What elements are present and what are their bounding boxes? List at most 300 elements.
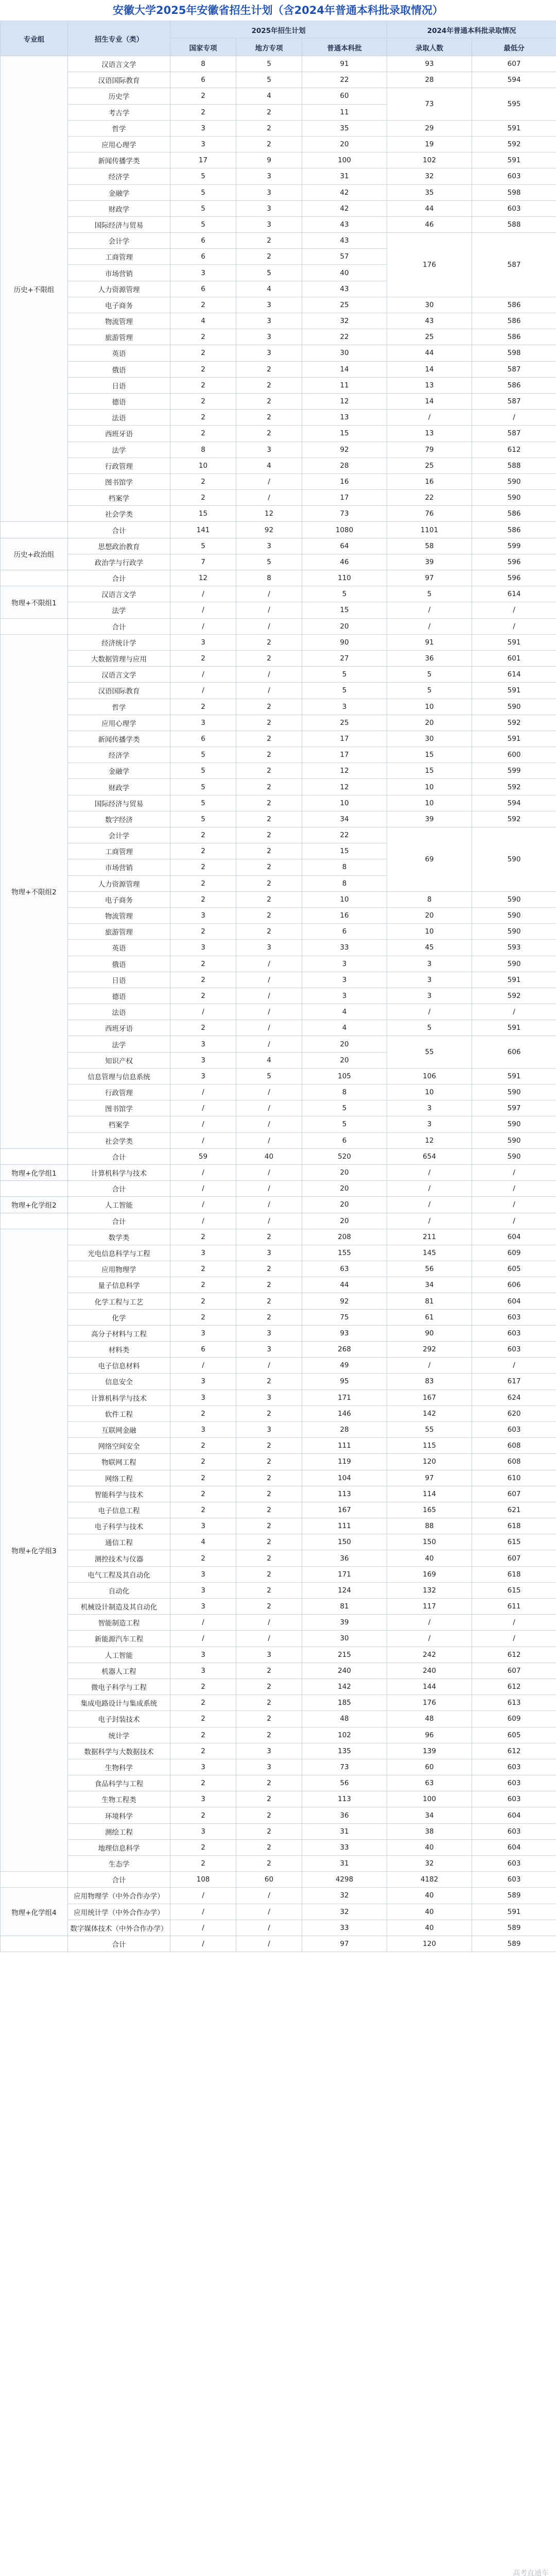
major-name: 金融学	[68, 184, 170, 200]
table-row	[1, 1277, 556, 1293]
total-minscore: 589	[472, 1936, 556, 1952]
table-row	[1, 490, 556, 506]
table-row	[1, 329, 556, 345]
min-score: 592	[472, 136, 556, 152]
min-score: 591	[472, 120, 556, 136]
local-quota: 2	[236, 1791, 302, 1807]
local-quota: 3	[236, 1342, 302, 1358]
min-score: 591	[472, 1904, 556, 1920]
major-name: 生物科学	[68, 1759, 170, 1775]
total-label: 合计	[68, 1148, 170, 1164]
page-title: 安徽大学2025年安徽省招生计划（含2024年普通本科批录取情况）	[113, 4, 443, 16]
min-score: 593	[472, 940, 556, 956]
regular-quota: 155	[302, 1245, 387, 1261]
national-quota: 4	[170, 1534, 236, 1550]
regular-quota: 33	[302, 1920, 387, 1936]
national-quota: 2	[170, 1405, 236, 1421]
national-quota: 2	[170, 988, 236, 1004]
national-quota: 2	[170, 1502, 236, 1518]
regular-quota: 33	[302, 1839, 387, 1855]
major-name: 机器人工程	[68, 1663, 170, 1679]
national-quota: /	[170, 1132, 236, 1148]
local-quota: 5	[236, 1068, 302, 1084]
national-quota: 5	[170, 184, 236, 200]
table-row	[1, 1615, 556, 1631]
regular-quota: 91	[302, 56, 387, 72]
national-quota: 3	[170, 1421, 236, 1437]
admitted-count: 13	[387, 426, 472, 442]
min-score: 607	[472, 56, 556, 72]
local-quota: 3	[236, 216, 302, 232]
total-minscore: 590	[472, 1148, 556, 1164]
table-row	[1, 683, 556, 699]
admitted-count: 150	[387, 1534, 472, 1550]
admitted-count: 14	[387, 361, 472, 377]
national-quota: /	[170, 1197, 236, 1213]
table-row	[1, 457, 556, 473]
major-name: 通信工程	[68, 1534, 170, 1550]
admitted-count: 139	[387, 1743, 472, 1759]
table-row	[1, 763, 556, 779]
national-quota: 2	[170, 1856, 236, 1872]
regular-quota: 3	[302, 972, 387, 988]
local-quota: 2	[236, 1566, 302, 1582]
min-score: 612	[472, 1647, 556, 1663]
national-quota: 2	[170, 1807, 236, 1823]
table-row	[1, 891, 556, 907]
local-quota: /	[236, 972, 302, 988]
local-quota: 2	[236, 1486, 302, 1502]
min-score: 586	[472, 377, 556, 393]
table-row	[1, 1197, 556, 1213]
table-row	[1, 1711, 556, 1727]
total-regular: 110	[302, 570, 387, 586]
regular-quota: 30	[302, 345, 387, 361]
admitted-count: 3	[387, 988, 472, 1004]
table-row	[1, 1486, 556, 1502]
admitted-count: 40	[387, 1888, 472, 1904]
min-score: 603	[472, 1775, 556, 1791]
major-name: 大数据管理与应用	[68, 650, 170, 666]
major-name: 应用物理学	[68, 1261, 170, 1277]
min-score: 615	[472, 1534, 556, 1550]
major-name: 应用统计学（中外合作办学）	[68, 1904, 170, 1920]
regular-quota: 34	[302, 811, 387, 827]
national-quota: 10	[170, 457, 236, 473]
table-row	[1, 811, 556, 827]
table-row	[1, 1695, 556, 1711]
min-score: 590	[472, 907, 556, 923]
total-spacer	[1, 1936, 68, 1952]
min-score: 590	[472, 1132, 556, 1148]
major-name: 智能制造工程	[68, 1615, 170, 1631]
national-quota: 2	[170, 859, 236, 875]
local-quota: 2	[236, 1502, 302, 1518]
national-quota: 2	[170, 1309, 236, 1325]
admitted-count: 90	[387, 1325, 472, 1341]
header-major: 招生专业（类）	[68, 21, 170, 56]
major-name: 法学	[68, 602, 170, 618]
regular-quota: 240	[302, 1663, 387, 1679]
admitted-count: 25	[387, 457, 472, 473]
local-quota: 2	[236, 827, 302, 843]
regular-quota: 64	[302, 538, 387, 554]
local-quota: /	[236, 1164, 302, 1180]
table-row	[1, 634, 556, 650]
national-quota: /	[170, 667, 236, 683]
national-quota: 2	[170, 875, 236, 891]
national-quota: 3	[170, 1582, 236, 1598]
min-score: 618	[472, 1518, 556, 1534]
major-name: 测绘工程	[68, 1823, 170, 1839]
admitted-count: 142	[387, 1405, 472, 1421]
local-quota: 3	[236, 940, 302, 956]
local-quota: 2	[236, 1293, 302, 1309]
national-quota: 3	[170, 907, 236, 923]
major-name: 汉语国际教育	[68, 72, 170, 88]
local-quota: 3	[236, 1743, 302, 1759]
regular-quota: 171	[302, 1566, 387, 1582]
admitted-count: 43	[387, 313, 472, 329]
major-name: 地理信息科学	[68, 1839, 170, 1855]
major-name: 光电信息科学与工程	[68, 1245, 170, 1261]
regular-quota: 10	[302, 891, 387, 907]
national-quota: 2	[170, 1454, 236, 1470]
major-name: 行政管理	[68, 1084, 170, 1100]
min-score: 589	[472, 1888, 556, 1904]
national-quota: 3	[170, 1791, 236, 1807]
regular-quota: 81	[302, 1599, 387, 1615]
regular-quota: 111	[302, 1518, 387, 1534]
table-row	[1, 1309, 556, 1325]
min-score: 603	[472, 1309, 556, 1325]
header-admit2024: 2024年普通本科批录取情况	[387, 21, 556, 39]
national-quota: /	[170, 1358, 236, 1374]
local-quota: /	[236, 1036, 302, 1052]
regular-quota: 20	[302, 136, 387, 152]
admitted-count: 39	[387, 554, 472, 570]
national-quota: /	[170, 1615, 236, 1631]
national-quota: 2	[170, 1711, 236, 1727]
national-quota: 2	[170, 891, 236, 907]
table-body	[1, 56, 556, 1952]
national-quota: 2	[170, 393, 236, 409]
major-name: 旅游管理	[68, 924, 170, 940]
local-quota: 3	[236, 200, 302, 216]
national-quota: 2	[170, 1695, 236, 1711]
admitted-count: 10	[387, 924, 472, 940]
total-spacer	[1, 1872, 68, 1888]
regular-quota: 93	[302, 1325, 387, 1341]
regular-quota: 17	[302, 747, 387, 763]
local-quota: 2	[236, 1261, 302, 1277]
min-score: 607	[472, 1663, 556, 1679]
admitted-count: /	[387, 602, 472, 618]
admitted-count: /	[387, 1631, 472, 1647]
watermark: 高考直通车	[513, 2569, 549, 2576]
total-national: /	[170, 618, 236, 634]
min-score: 590	[472, 827, 556, 892]
national-quota: 5	[170, 538, 236, 554]
admitted-count: 22	[387, 490, 472, 506]
national-quota: 2	[170, 361, 236, 377]
national-quota: /	[170, 1904, 236, 1920]
admitted-count: 12	[387, 1132, 472, 1148]
total-spacer	[1, 1181, 68, 1197]
major-name: 人力资源管理	[68, 875, 170, 891]
major-name: 行政管理	[68, 457, 170, 473]
regular-quota: 42	[302, 200, 387, 216]
total-regular: 520	[302, 1148, 387, 1164]
national-quota: 8	[170, 442, 236, 457]
national-quota: 3	[170, 265, 236, 281]
total-national: 12	[170, 570, 236, 586]
group-total-row	[1, 1181, 556, 1197]
national-quota: 3	[170, 1647, 236, 1663]
major-name: 工商管理	[68, 249, 170, 265]
group-total-row	[1, 1213, 556, 1229]
admitted-count: 102	[387, 152, 472, 168]
local-quota: 2	[236, 907, 302, 923]
min-score: /	[472, 1615, 556, 1631]
regular-quota: 95	[302, 1374, 387, 1389]
admitted-count: 39	[387, 811, 472, 827]
major-name: 档案学	[68, 490, 170, 506]
admitted-count: 20	[387, 715, 472, 731]
min-score: 588	[472, 457, 556, 473]
national-quota: 6	[170, 233, 236, 249]
major-name: 网络空间安全	[68, 1438, 170, 1454]
national-quota: 5	[170, 811, 236, 827]
local-quota: 2	[236, 731, 302, 747]
group-total-row	[1, 1872, 556, 1888]
regular-quota: 75	[302, 1309, 387, 1325]
min-score: 603	[472, 1759, 556, 1775]
table-row	[1, 345, 556, 361]
local-quota: 2	[236, 1695, 302, 1711]
table-row	[1, 393, 556, 409]
regular-quota: 8	[302, 875, 387, 891]
local-quota: 2	[236, 650, 302, 666]
table-row	[1, 426, 556, 442]
local-quota: 5	[236, 554, 302, 570]
regular-quota: 150	[302, 1534, 387, 1550]
major-name: 生物工程类	[68, 1791, 170, 1807]
national-quota: 4	[170, 313, 236, 329]
admitted-count: 44	[387, 345, 472, 361]
regular-quota: 10	[302, 795, 387, 811]
regular-quota: 32	[302, 1904, 387, 1920]
min-score: 594	[472, 795, 556, 811]
admitted-count: 44	[387, 200, 472, 216]
major-name: 物流管理	[68, 313, 170, 329]
local-quota: 2	[236, 1839, 302, 1855]
group-total-row	[1, 522, 556, 538]
local-quota: 3	[236, 184, 302, 200]
national-quota: 3	[170, 120, 236, 136]
local-quota: 2	[236, 1277, 302, 1293]
major-name: 统计学	[68, 1727, 170, 1743]
major-name: 信息管理与信息系统	[68, 1068, 170, 1084]
national-quota: 2	[170, 410, 236, 426]
local-quota: 2	[236, 1550, 302, 1566]
regular-quota: 92	[302, 442, 387, 457]
table-row	[1, 313, 556, 329]
national-quota: 3	[170, 715, 236, 731]
national-quota: 3	[170, 1566, 236, 1582]
table-row	[1, 1454, 556, 1470]
min-score: 604	[472, 1229, 556, 1245]
table-row	[1, 779, 556, 795]
national-quota: 3	[170, 1068, 236, 1084]
admitted-count: 28	[387, 72, 472, 88]
table-row	[1, 1743, 556, 1759]
table-row	[1, 1759, 556, 1775]
national-quota: 3	[170, 940, 236, 956]
local-quota: 2	[236, 1518, 302, 1534]
min-score: 605	[472, 1727, 556, 1743]
major-name: 电子封装技术	[68, 1711, 170, 1727]
admitted-count: 29	[387, 120, 472, 136]
major-name: 生态学	[68, 1856, 170, 1872]
total-minscore: 596	[472, 570, 556, 586]
local-quota: /	[236, 1904, 302, 1920]
regular-quota: 32	[302, 1888, 387, 1904]
national-quota: 3	[170, 1599, 236, 1615]
major-name: 电子信息工程	[68, 1502, 170, 1518]
regular-quota: 5	[302, 667, 387, 683]
table-row	[1, 747, 556, 763]
national-quota: 5	[170, 747, 236, 763]
national-quota: 6	[170, 731, 236, 747]
major-name: 化学工程与工艺	[68, 1293, 170, 1309]
admitted-count: /	[387, 1164, 472, 1180]
major-name: 电子商务	[68, 891, 170, 907]
regular-quota: 73	[302, 506, 387, 522]
regular-quota: 113	[302, 1791, 387, 1807]
total-national: 108	[170, 1872, 236, 1888]
admitted-count: 15	[387, 763, 472, 779]
admitted-count: 5	[387, 1020, 472, 1036]
min-score: 599	[472, 538, 556, 554]
header-admitted: 录取人数	[387, 39, 472, 56]
min-score: /	[472, 1164, 556, 1180]
regular-quota: 5	[302, 586, 387, 602]
min-score: 590	[472, 473, 556, 489]
national-quota: 2	[170, 297, 236, 313]
local-quota: /	[236, 1920, 302, 1936]
regular-quota: 14	[302, 361, 387, 377]
national-quota: 2	[170, 1277, 236, 1293]
major-name: 会计学	[68, 233, 170, 249]
major-name: 法语	[68, 1004, 170, 1020]
local-quota: 2	[236, 1663, 302, 1679]
table-row	[1, 506, 556, 522]
local-quota: 3	[236, 1245, 302, 1261]
regular-quota: 185	[302, 1695, 387, 1711]
major-name: 哲学	[68, 120, 170, 136]
regular-quota: 30	[302, 1631, 387, 1647]
table-row	[1, 1534, 556, 1550]
table-row	[1, 907, 556, 923]
total-label: 合计	[68, 1181, 170, 1197]
header-regular: 普通本科批	[302, 39, 387, 56]
total-minscore: 603	[472, 1872, 556, 1888]
major-name: 英语	[68, 345, 170, 361]
total-label: 合计	[68, 618, 170, 634]
regular-quota: 43	[302, 281, 387, 297]
local-quota: 2	[236, 891, 302, 907]
min-score: 615	[472, 1582, 556, 1598]
major-name: 德语	[68, 393, 170, 409]
local-quota: 3	[236, 1389, 302, 1405]
national-quota: 2	[170, 1775, 236, 1791]
major-name: 国际经济与贸易	[68, 216, 170, 232]
admitted-count: 145	[387, 1245, 472, 1261]
table-row	[1, 377, 556, 393]
min-score: 587	[472, 233, 556, 297]
admitted-count: 48	[387, 1711, 472, 1727]
min-score: 612	[472, 442, 556, 457]
table-row	[1, 1342, 556, 1358]
regular-quota: 5	[302, 1116, 387, 1132]
table-row	[1, 1470, 556, 1486]
total-local: /	[236, 1213, 302, 1229]
admitted-count: /	[387, 1358, 472, 1374]
header-local: 地方专项	[236, 39, 302, 56]
local-quota: 2	[236, 795, 302, 811]
admitted-count: 32	[387, 168, 472, 184]
admitted-count: 56	[387, 1261, 472, 1277]
local-quota: /	[236, 1631, 302, 1647]
total-admitted: /	[387, 1181, 472, 1197]
min-score: 603	[472, 168, 556, 184]
national-quota: 2	[170, 1743, 236, 1759]
admitted-count: 36	[387, 650, 472, 666]
regular-quota: 113	[302, 1486, 387, 1502]
major-name: 经济学	[68, 168, 170, 184]
table-header	[1, 21, 556, 56]
local-quota: /	[236, 586, 302, 602]
min-score: 590	[472, 956, 556, 972]
local-quota: /	[236, 1358, 302, 1374]
table-row	[1, 1229, 556, 1245]
admitted-count: 10	[387, 1084, 472, 1100]
admitted-count: 30	[387, 297, 472, 313]
table-row	[1, 200, 556, 216]
major-name: 汉语言文学	[68, 586, 170, 602]
total-national: 59	[170, 1148, 236, 1164]
min-score: /	[472, 1631, 556, 1647]
table-row	[1, 1502, 556, 1518]
min-score: 603	[472, 200, 556, 216]
national-quota: 3	[170, 1759, 236, 1775]
local-quota: 2	[236, 393, 302, 409]
local-quota: /	[236, 1100, 302, 1116]
table-row	[1, 56, 556, 72]
table-row	[1, 988, 556, 1004]
regular-quota: 111	[302, 1438, 387, 1454]
major-name: 人工智能	[68, 1647, 170, 1663]
major-name: 计算机科学与技术	[68, 1389, 170, 1405]
national-quota: 2	[170, 1470, 236, 1486]
regular-quota: 124	[302, 1582, 387, 1598]
regular-quota: 20	[302, 1164, 387, 1180]
major-name: 市场营销	[68, 265, 170, 281]
admitted-count: 30	[387, 731, 472, 747]
min-score: 590	[472, 699, 556, 715]
regular-quota: 5	[302, 683, 387, 699]
